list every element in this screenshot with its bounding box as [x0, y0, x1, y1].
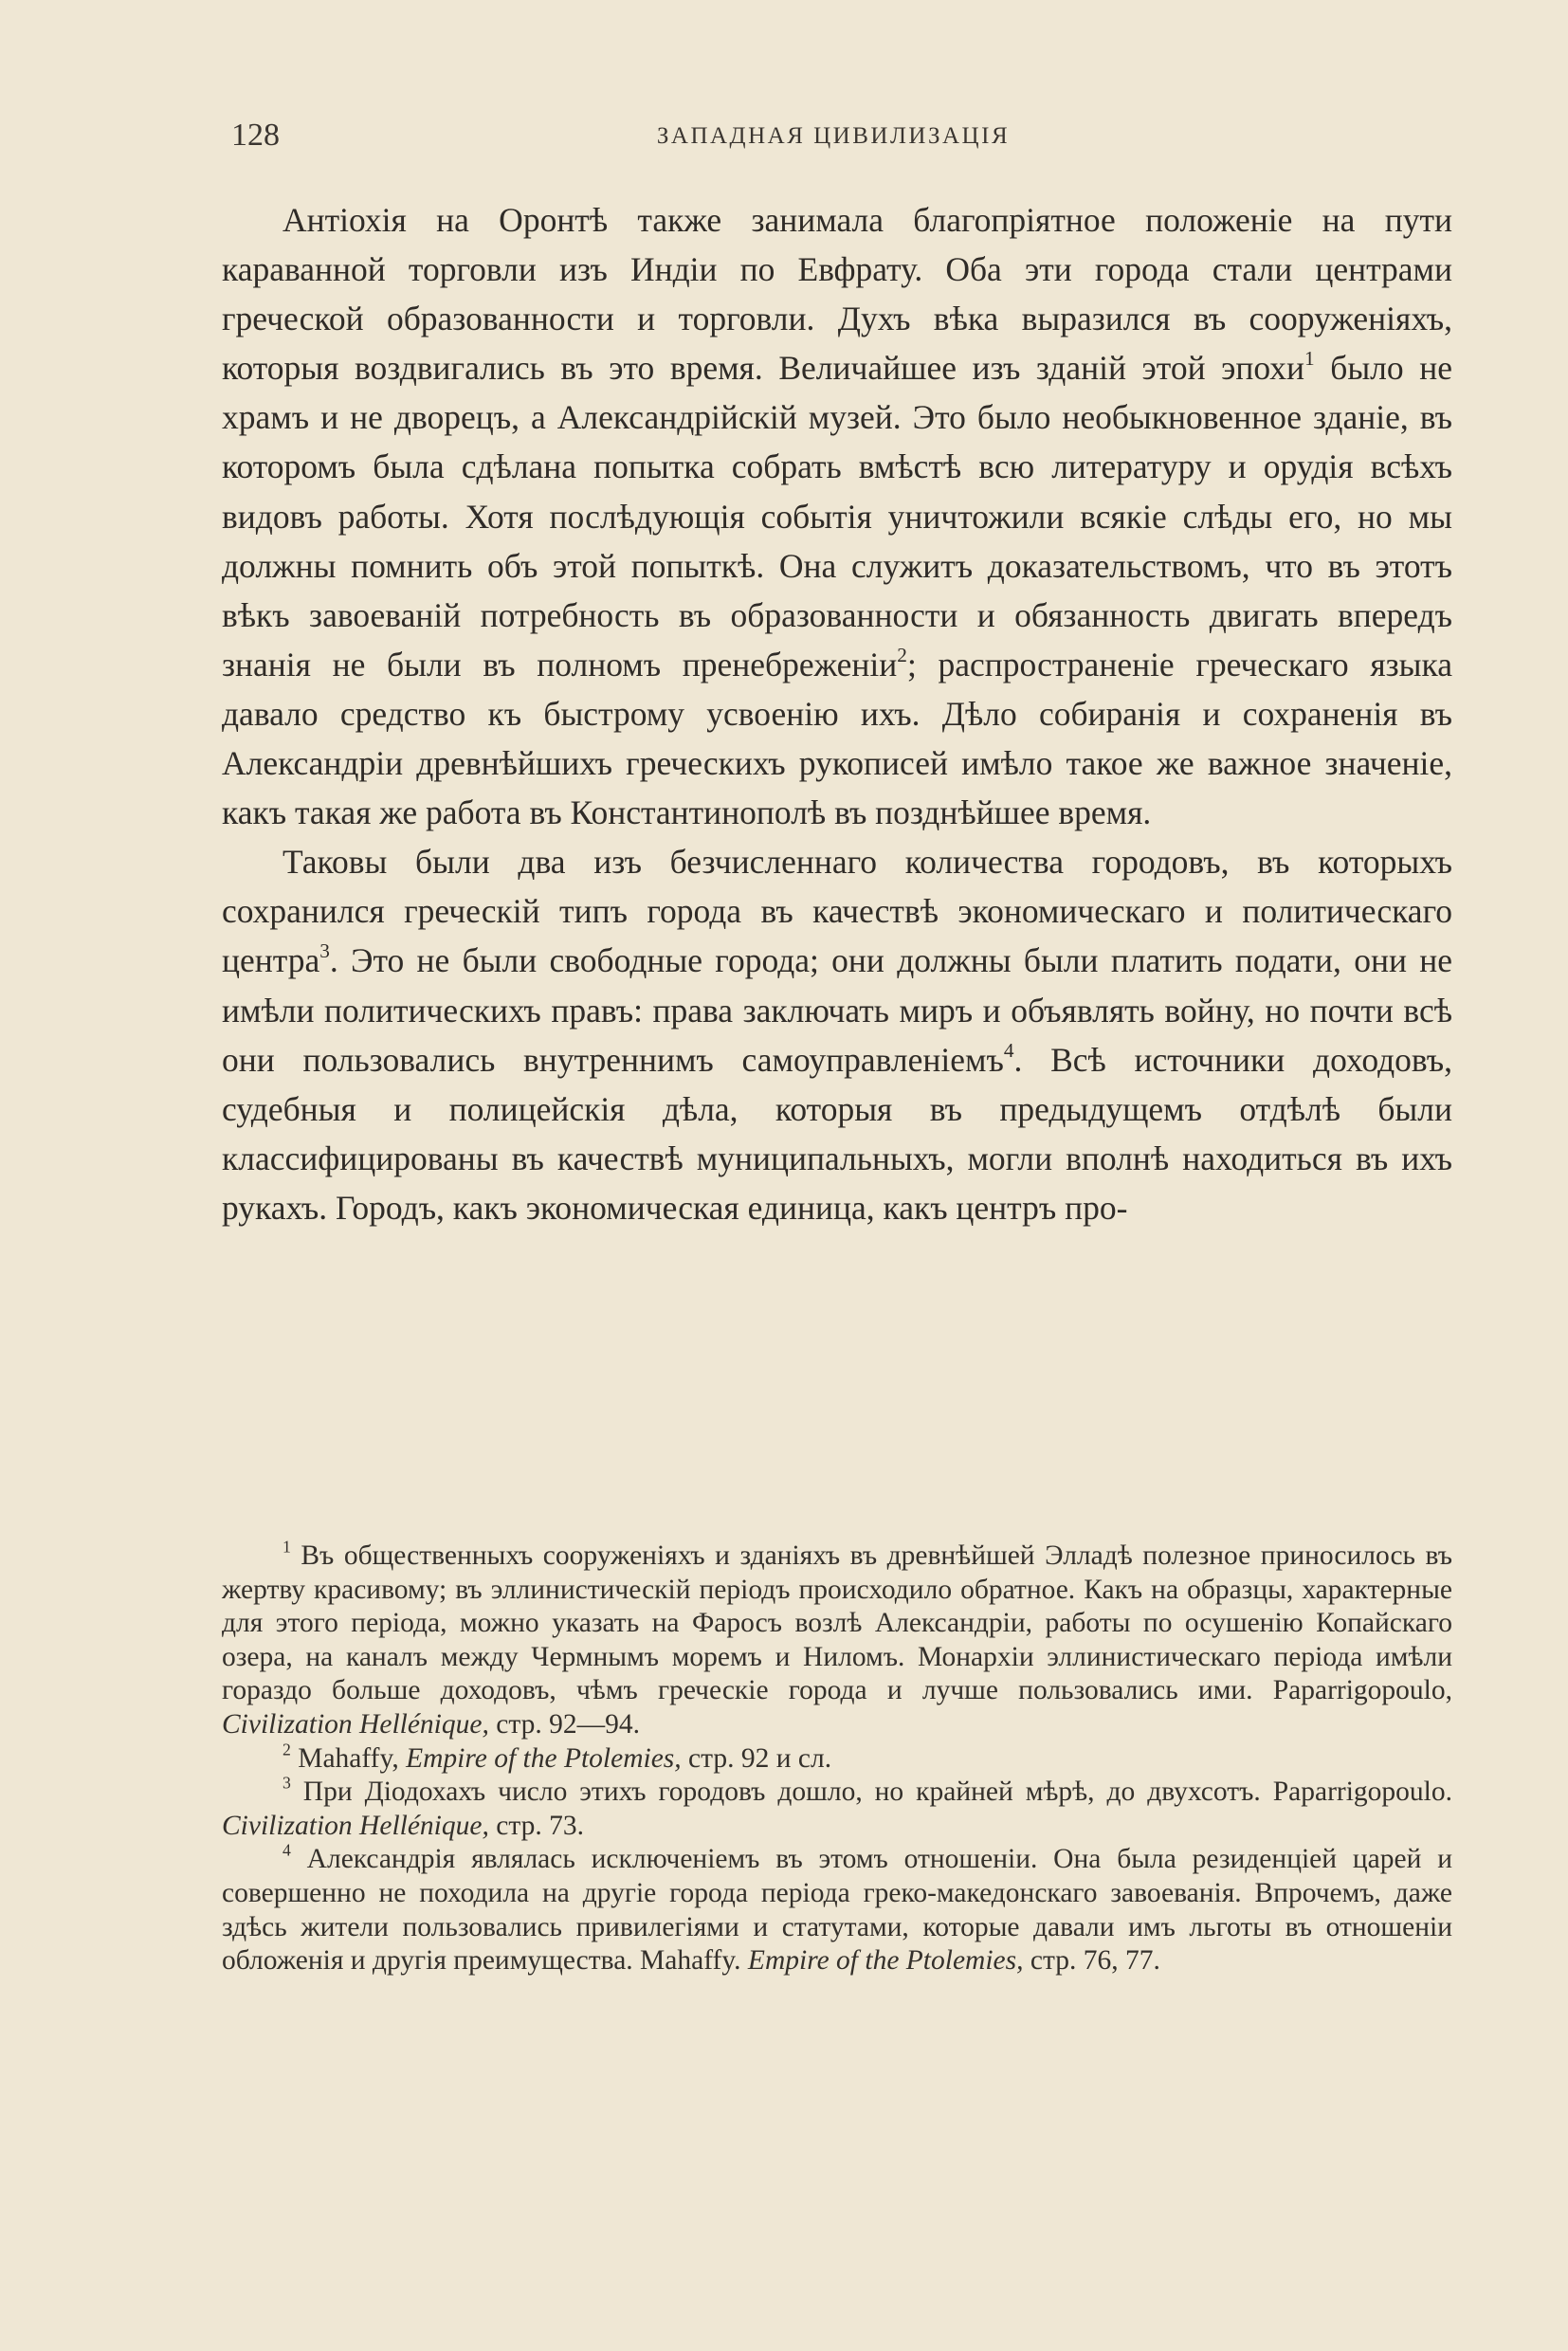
footnote-1: $^1$ Въ общественныхъ сооруженіяхъ и зданіяхъ въ древнѣйшей Элладѣ полезное приносилось въ жертву красивому; въ эллинистическій періодъ происходило обратное. Какъ на образцы, характерные для этого періода, можно указать на Фаросъ возлѣ Александріи, работы по осушенію Копайскаго озера, на каналъ между Чермнымъ моремъ и Ниломъ. Монархіи эллинистическаго періода имѣли гораздо больше доходовъ, чѣмъ греческіе города и лучше пользовались ими. Paparrigopoulo, Civilization Hellénique, стр. 92—94. — [222, 1537, 1452, 1740]
footnotes — [222, 1537, 1452, 1978]
citation-title: Civilization Hellénique, — [222, 1810, 489, 1841]
running-head: ЗАПАДНАЯ ЦИВИЛИЗАЦІЯ — [656, 123, 1011, 149]
footnote-mark: 1 — [283, 1537, 291, 1557]
paragraph-2: Таковы были два изъ безчисленнаго количества городовъ, въ которыхъ сохранился греческій типъ города въ качествѣ экономическаго и политическаго центра$^3$. Это не были свободные города; они должны были платить подати, они не имѣли политическихъ правъ: права заключать миръ и объявлять войну, но почти всѣ они пользовались внутреннимъ самоуправленіемъ$^4$. Всѣ источники доходовъ, судебныя и полицейскія дѣла, которыя въ предыдущемъ отдѣлѣ были классифицированы въ качествѣ муниципальныхъ, могли вполнѣ находиться въ ихъ рукахъ. Городъ, какъ экономическая единица, какъ центръ про- — [222, 843, 1452, 1227]
footnote-mark: 4 — [283, 1840, 291, 1860]
footnote-ref-2: 2 — [897, 643, 907, 666]
footnote-ref-3: 3 — [319, 939, 330, 963]
paragraph-1: Антіохія на Оронтѣ также занимала благопріятное положеніе на пути караванной торговли изъ Индіи по Евфрату. Оба эти города стали центрами греческой образованности и торговли. Духъ вѣка выразился въ сооруженіяхъ, которыя воздвигались въ это время. Величайшее изъ зданій этой эпохи$^1$ было не храмъ и не дворецъ, а Александрійскій музей. Это было необыкновенное зданіе, въ которомъ была сдѣлана попытка собрать вмѣстѣ всю литературу и орудія всѣхъ видовъ работы. Хотя послѣдующія событія уничтожили всякіе слѣды его, но мы должны помнить объ этой попыткѣ. Она служитъ доказательствомъ, что въ этотъ вѣкъ завоеваній потребность въ образованности и обязанность двигать впередъ знанія не были въ полномъ пренебреженіи$^2$; распространеніе греческаго языка давало средство къ быстрому усвоенію ихъ. Дѣло собиранія и сохраненія въ Александріи древнѣйшихъ греческихъ рукописей имѣло такое же важное значеніе, какъ такая же работа въ Константинополѣ въ позднѣйшее время. — [222, 201, 1453, 832]
main-text — [222, 195, 1452, 1232]
footnote-ref-1: 1 — [1304, 347, 1315, 371]
citation-title: Empire of the Ptolemies, — [747, 1945, 1024, 1977]
page-number: 128 — [231, 118, 280, 153]
page-header — [222, 112, 1445, 159]
citation-title: Empire of the Ptolemies, — [406, 1742, 682, 1774]
footnote-2: $^2$ Mahaffy, Empire of the Ptolemies, стр. 92 и сл. — [283, 1740, 832, 1774]
citation-title: Civilization Hellénique, — [222, 1708, 489, 1740]
footnote-mark: 2 — [283, 1740, 291, 1759]
footnote-3: $^3$ При Діодохахъ число этихъ городовъ дошло, но крайней мѣрѣ, до двухсотъ. Paparrigopoulo. Civilization Hellénique, стр. 73. — [222, 1773, 1452, 1841]
footnote-mark: 3 — [283, 1773, 291, 1793]
footnote-ref-4: 4 — [1003, 1038, 1014, 1062]
footnote-4: $^4$ Александрія являлась исключеніемъ въ этомъ отношеніи. Она была резиденціей царей и совершенно не походила на другіе города періода греко-македонскаго завоеванія. Впрочемъ, даже здѣсь жители пользовались привилегіями и статутами, которые давали имъ льготы въ отношеніи обложенія и другія преимущества. Mahaffy. Empire of the Ptolemies, стр. 76, 77. — [222, 1840, 1452, 1977]
